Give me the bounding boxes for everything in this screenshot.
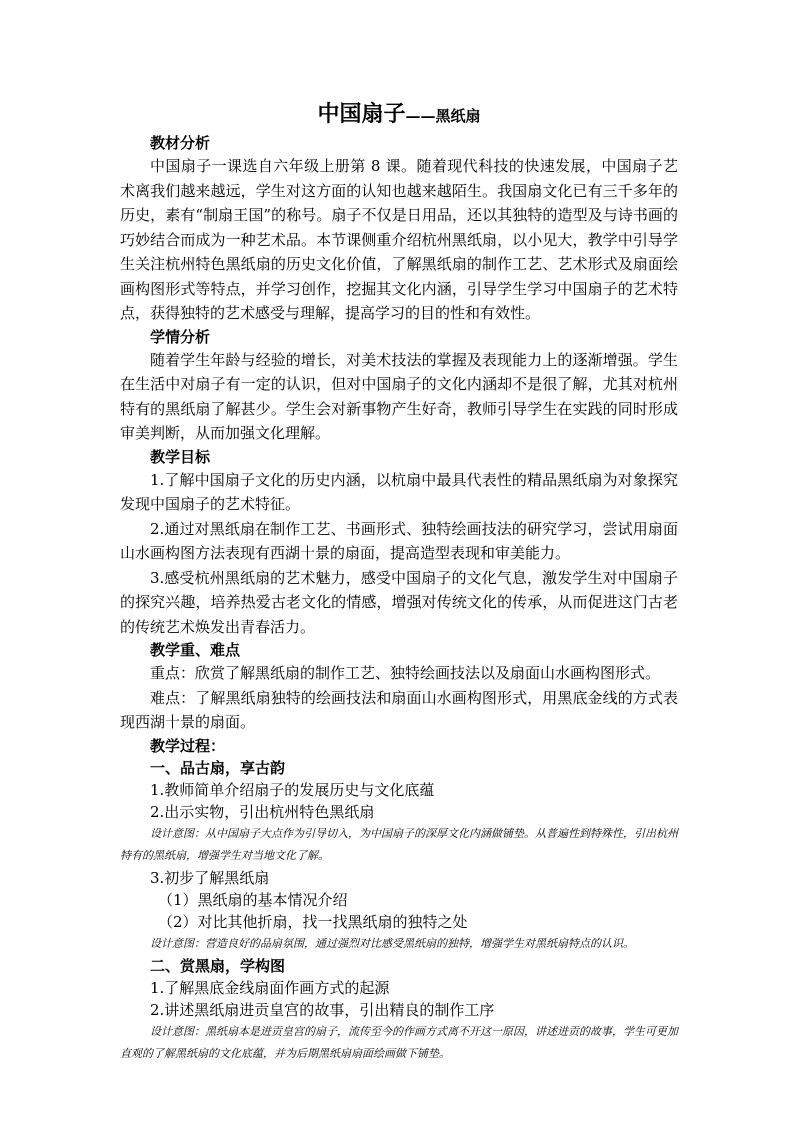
design-note-3: 设计意图：黑纸扇本是进贡皇宫的扇子，流传至今的作画方式离不开这一原因，讲述进贡的故事，学生可更加直观的了解黑纸扇的文化底蕴，并为后期黑纸扇扇面绘画做下铺垫。 [120, 1024, 678, 1060]
title-dash: —— [405, 107, 436, 125]
document-title [120, 100, 678, 128]
part1-sub2: （2）对比其他折扇，找一找黑纸扇的独特之处 [158, 912, 468, 931]
part2-line1: 1.了解黑底金线扇面作画方式的起源 [150, 978, 390, 997]
part2-line2: 2.讲述黑纸扇进贡皇宫的故事，引出精良的制作工序 [150, 1000, 495, 1019]
part1-line2: 2.出示实物，引出杭州特色黑纸扇 [150, 802, 375, 821]
design-note-1: 设计意图：从中国扇子大点作为引导切入，为中国扇子的深厚文化内涵做铺垫。从普遍性到特殊性，引出杭州特有的黑纸扇，增强学生对当地文化了解。 [120, 826, 678, 862]
heading-goals: 教学目标 [150, 447, 211, 466]
heading-learners: 学情分析 [150, 327, 211, 346]
part1-line1: 1.教师简单介绍扇子的发展历史与文化底蕴 [150, 780, 435, 799]
goal-item-3: 3.感受杭州黑纸扇的艺术魅力，感受中国扇子的文化气息，激发学生对中国扇子的探究兴趣，培养热爱古老文化的情感，增强对传统文化的传承，从而促进这门古老的传统艺术焕发出青春活力。 [120, 568, 678, 636]
heading-focus: 教学重、难点 [150, 641, 241, 659]
goal-item-2: 2.通过对黑纸扇在制作工艺、书画形式、独特绘画技法的研究学习，尝试用扇面山水画构图方法表现有西湖十景的扇面，提高造型表现和审美能力。 [120, 519, 678, 562]
heading-part2: 二、赏黑扇，学构图 [150, 956, 286, 975]
part1-sub1: （1）黑纸扇的基本情况介绍 [158, 890, 348, 909]
focus-key: 重点：欣赏了解黑纸扇的制作工艺、独特绘画技法以及扇面山水画构图形式。 [150, 664, 661, 682]
heading-part1: 一、品古扇，享古韵 [150, 758, 286, 777]
focus-difficulty: 难点：了解黑纸扇独特的绘画技法和扇面山水画构图形式，用黑底金线的方式表现西湖十景的扇面。 [120, 688, 678, 731]
heading-analysis: 教材分析 [150, 134, 211, 152]
heading-process: 教学过程： [150, 736, 226, 755]
part1-line3: 3.初步了解黑纸扇 [150, 868, 270, 887]
paragraph-learners: 随着学生年龄与经验的增长，对美术技法的掌握及表现能力上的逐渐增强。学生在生活中对扇子有一定的认识，但对中国扇子的文化内涵却不是很了解，尤其对杭州特有的黑纸扇了解甚少。学生会对新事物产生好奇，教师引导学生在实践的同时形成审美判断，从而加强文化理解。 [120, 350, 678, 442]
goal-item-1: 1.了解中国扇子文化的历史内涵，以杭扇中最具代表性的精品黑纸扇为对象探究发现中国扇子的艺术特征。 [120, 470, 678, 513]
paragraph-analysis: 中国扇子一课选自六年级上册第 8 课。随着现代科技的快速发展，中国扇子艺术离我们越来越远，学生对这方面的认知也越来越陌生。我国扇文化已有三千多年的历史，素有“制扇王国”的称号。扇子不仅是日用品，还以其独特的造型及与诗书画的巧妙结合而成为一种艺术品。本节课侧重介绍杭州黑纸扇，以小见大，教学中引导学生关注杭州特色黑纸扇的历史文化价值，了解黑纸扇的制作工艺、艺术形式及扇面绘画构图形式等特点，并学习创作，挖掘其文化内涵，引导学生学习中国扇子的艺术特点，获得独特的艺术感受与理解，提高学习的目的性和有效性。 [120, 157, 678, 322]
document-page [120, 100, 678, 1065]
title-sub: 黑纸扇 [435, 107, 481, 125]
title-main: 中国扇子 [317, 101, 406, 127]
design-note-2: 设计意图：营造良好的品扇氛围，通过强烈对比感受黑纸扇的独特，增强学生对黑纸扇特点的认识。 [150, 936, 634, 950]
